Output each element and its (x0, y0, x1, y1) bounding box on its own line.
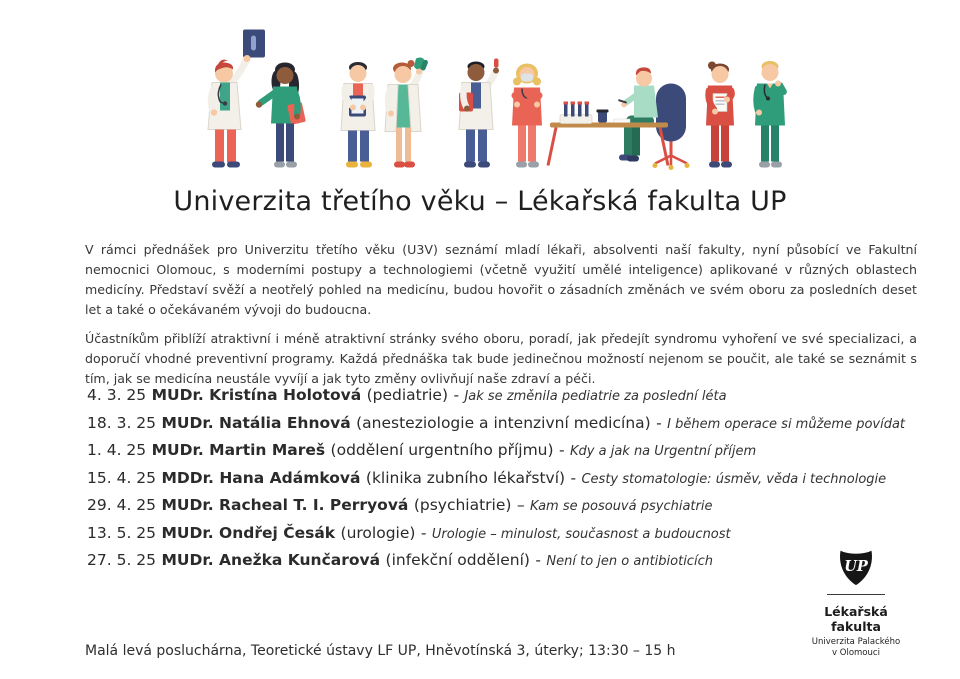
lecture-topic: I během operace si můžeme povídat (667, 416, 906, 432)
doctor-with-clipboard-figure (341, 62, 375, 168)
lecture-specialty: (klinika zubního lékařství) (365, 468, 566, 487)
lecture-date: 4. 3. 25 (87, 386, 147, 404)
lecture-item (87, 441, 905, 459)
nurse-with-folder-figure (256, 63, 306, 168)
lecture-name: MUDr. Kristína Holotová (151, 386, 362, 404)
masked-nurse-figure (512, 64, 542, 168)
lecture-date: 13. 5. 25 (87, 523, 157, 542)
lecture-item (87, 551, 905, 569)
lecture-date: 15. 4. 25 (87, 468, 157, 487)
lab-scientist-desk-scene (548, 67, 690, 170)
lecture-topic: Jak se změnila pediatrie za poslední léta (464, 389, 727, 404)
nurse-with-document-figure (706, 62, 734, 168)
intro-paragraph-2: Účastníkům přiblíží atraktivní i méně atraktivní stránky svého oboru, poradí, jak předejít syndromu vyhoření ve své specializaci, a doporučí vhodné preventivní programy. Každá přednáška tak bude jedinečnou možností nejenom se poučit, ale také se seznámit s tím, jak se medicína neustále vyvíjí a jak tyto změny ovlivňují naše zdraví a péči. (85, 331, 917, 386)
lecture-specialty: (urologie) (340, 523, 416, 542)
page-title: Univerzita třetího věku – Lékařská fakulta UP (173, 186, 787, 217)
lecture-name: MUDr. Ondřej Česák (161, 523, 336, 542)
lecture-schedule-list (87, 386, 905, 579)
intro-paragraph-1: V rámci přednášek pro Univerzitu třetího věku (U3V) seznámí mladí lékaři, absolventi naší fakulty, nyní působící ve Fakultní nemocnici Olomouc, s moderními postupy a technologiemi (včetně využití umělé inteligence) aplikované v různých oblastech medicíny. Představí svěží a neotřelý pohled na medicínu, budou hovořit o zásadních změnách ve svém oboru za posledních deset let a také o očekávaném vývoji do budoucna. (85, 242, 917, 317)
logo-university-line2: v Olomouci (832, 647, 880, 658)
up-shield-icon (836, 546, 876, 588)
up-monogram: UP (844, 558, 868, 576)
lecture-separator: - (656, 413, 662, 432)
logo-university-line1: Univerzita Palackého (811, 637, 901, 647)
lecture-item (87, 469, 905, 487)
doctor-with-gloves-figure (385, 58, 429, 168)
venue-info: Malá levá posluchárna, Teoretické ústavy LF UP, Hněvotínská 3, úterky; 13:30 – 15 h (85, 643, 676, 659)
lecture-topic: Cesty stomatologie: úsměv, věda i technologie (581, 471, 887, 487)
lecture-date: 29. 4. 25 (87, 496, 157, 514)
lecture-name: MUDr. Martin Mareš (151, 441, 326, 459)
lecture-topic: Urologie – minulost, současnost a budoucnost (431, 526, 731, 542)
lecture-topic: Kam se posouvá psychiatrie (530, 499, 713, 514)
lecture-topic: Není to jen o antibioticích (546, 554, 713, 569)
lecture-topic: Kdy a jak na Urgentní příjem (570, 444, 757, 459)
doctor-teal-scrubs-figure (755, 61, 785, 168)
logo-faculty-name: Lékařská fakulta (824, 604, 888, 634)
lecture-item (87, 496, 905, 514)
lecture-specialty: (pediatrie) (366, 386, 449, 404)
lecture-date: 27. 5. 25 (87, 551, 157, 569)
lecture-separator: - (453, 386, 460, 404)
lecture-item (87, 386, 905, 404)
lecture-specialty: (psychiatrie) (413, 496, 512, 514)
lecture-name: MUDr. Natália Ehnová (161, 413, 351, 432)
lecture-date: 1. 4. 25 (87, 441, 147, 459)
doctor-with-xray-figure (208, 30, 265, 168)
lecture-date: 18. 3. 25 (87, 413, 157, 432)
lecture-name: MUDr. Anežka Kunčarová (161, 551, 381, 569)
intro-section (85, 240, 917, 398)
lecture-item (87, 414, 905, 432)
lecture-separator: - (558, 441, 565, 459)
lecture-name: MUDr. Racheal T. I. Perryová (161, 496, 409, 514)
lecture-separator: - (420, 523, 427, 542)
lecture-name: MDDr. Hana Adámková (161, 468, 361, 487)
lecture-specialty: (infekční oddělení) (385, 551, 530, 569)
lecture-separator: - (535, 551, 541, 569)
lecture-specialty: (anesteziologie a intenzivní medicína) (356, 413, 651, 432)
faculty-logo (798, 546, 914, 658)
medical-team-illustration (180, 18, 800, 176)
logo-divider (827, 594, 885, 595)
lecture-item (87, 524, 905, 542)
doctor-with-red-folder-figure (459, 59, 499, 168)
lecture-separator: - (570, 468, 577, 487)
lecture-separator: – (516, 496, 525, 514)
lecture-specialty: (oddělení urgentního příjmu) (330, 441, 554, 459)
